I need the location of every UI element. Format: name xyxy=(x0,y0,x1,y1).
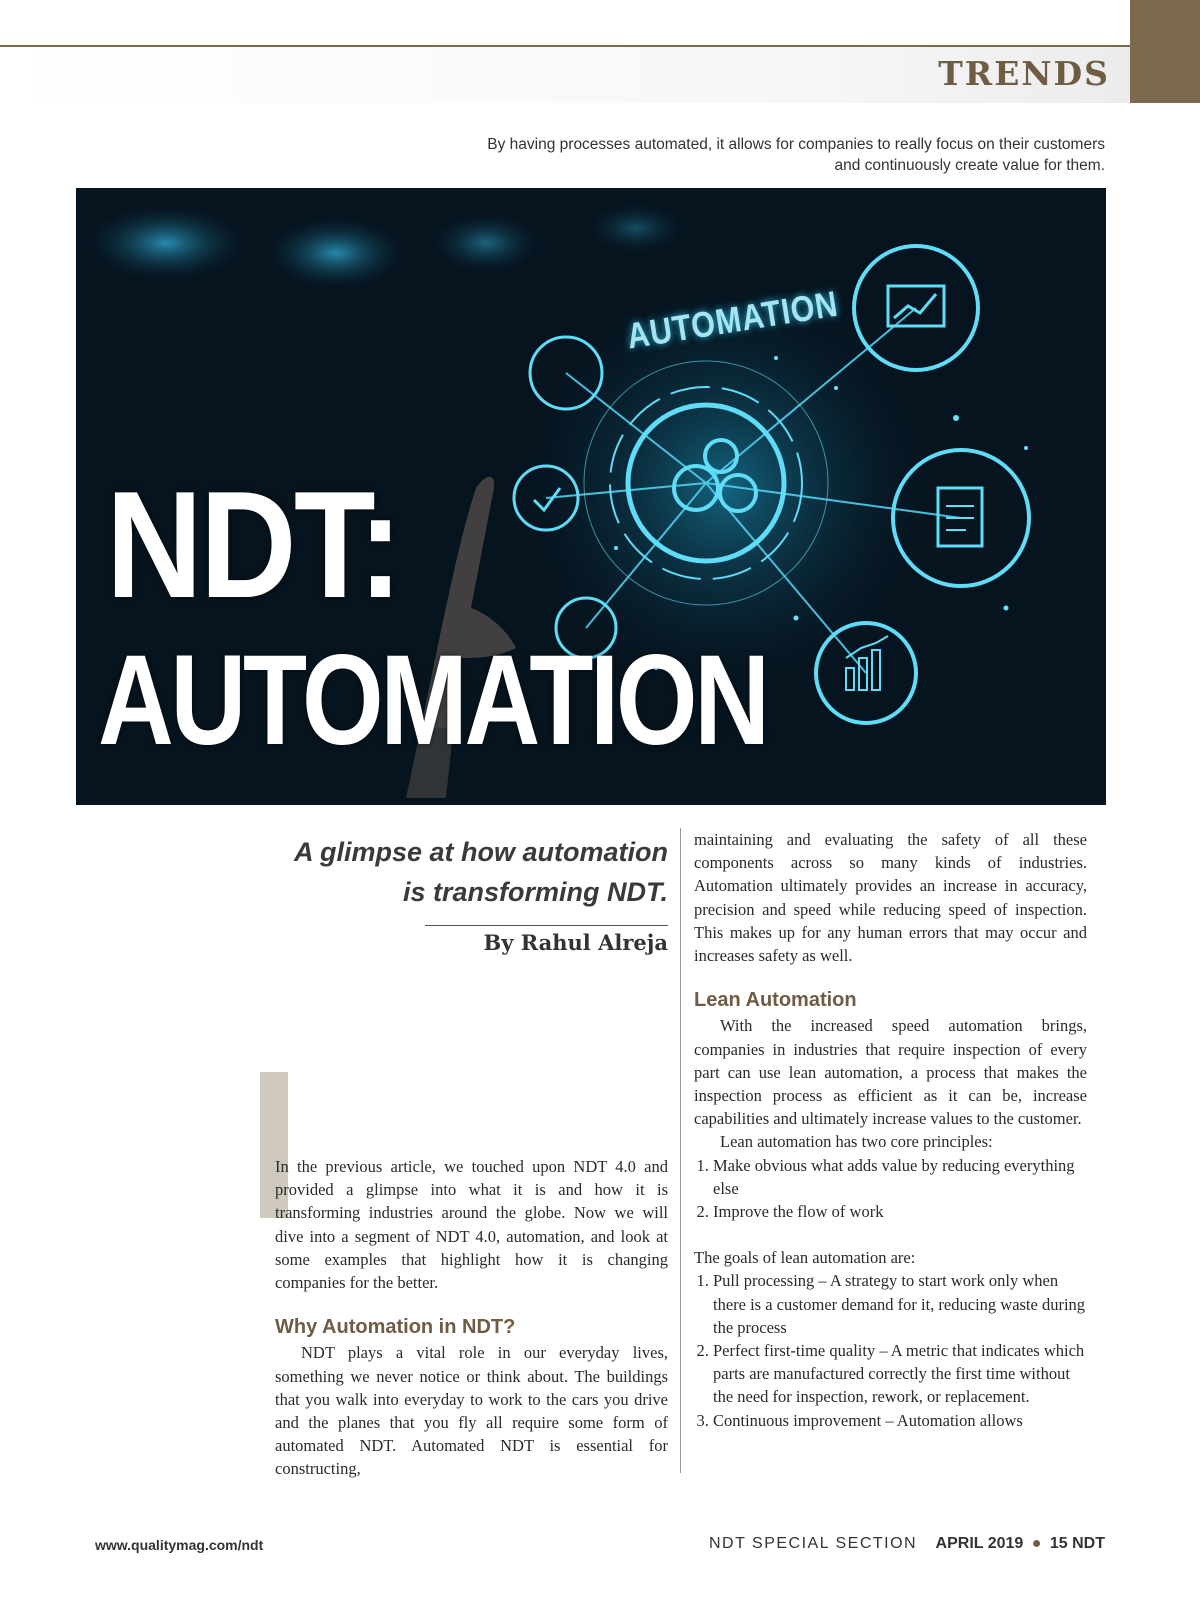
hero-image xyxy=(76,188,1106,805)
bullet-dot-icon: ● xyxy=(1031,1535,1042,1552)
header-rule xyxy=(0,45,1130,47)
list-item: 2. Improve the flow of work xyxy=(713,1200,1087,1223)
list-item: 3. Continuous improvement – Automation allows xyxy=(713,1409,1087,1432)
why-automation-paragraph: NDT plays a vital role in our everyday lives, something we never notice or think about. The buildings that you walk into everyday to work to the cars you drive and the planes that you fly all require some form of automated NDT. Automated NDT is essential for constructing, xyxy=(275,1343,668,1479)
list-item: 1. Pull processing – A strategy to start work only when there is a customer demand for it, reducing waste during the process xyxy=(713,1269,1087,1339)
deck-line1: A glimpse at how automation xyxy=(293,837,668,867)
lean-paragraph-2: Lean automation has two core principles: xyxy=(720,1132,993,1152)
footer-issue: APRIL 2019 xyxy=(935,1535,1024,1552)
article-column-1 xyxy=(275,1155,668,1481)
principles-list xyxy=(694,1154,1087,1224)
article-column-2 xyxy=(694,828,1087,1432)
footer-url: www.qualitymag.com/ndt xyxy=(95,1537,264,1553)
footer-page: 15 NDT xyxy=(1049,1535,1105,1552)
column-divider xyxy=(680,828,681,1473)
goals-intro: The goals of lean automation are: xyxy=(694,1248,916,1268)
intro-paragraph: In the previous article, we touched upon NDT 4.0 and provided a glimpse into what it is and how it is transforming industries around the globe. Now we will dive into a segment of NDT 4.0, automation, and look at some examples that highlight how it is changing companies for the better. xyxy=(275,1157,668,1293)
footer-folio xyxy=(709,1535,1105,1553)
hero-image-word: AUTOMATION xyxy=(624,282,841,357)
article-deck xyxy=(270,832,668,912)
hero-title-line1: NDT: xyxy=(106,460,401,630)
subhead-why-automation: Why Automation in NDT? xyxy=(275,1316,516,1339)
goals-list xyxy=(694,1269,1087,1431)
lean-paragraph-1: With the increased speed automation brings, companies in industries that require inspection of every part can use lean automation, a process that makes the inspection process as efficient as it can be, increase capabilities and ultimately increase values to the customer. xyxy=(694,1016,1087,1129)
list-item: 1. Make obvious what adds value by reducing everything else xyxy=(713,1154,1087,1200)
header-corner-block xyxy=(1130,0,1200,103)
deck-line2: is transforming NDT. xyxy=(402,877,668,907)
list-item: 2. Perfect first-time quality – A metric that indicates which parts are manufactured correctly the first time without the need for inspection, rework, or replacement. xyxy=(713,1339,1087,1409)
continued-paragraph: maintaining and evaluating the safety of all these components across so many kinds of industries. Automation ultimately provides an increase in accuracy, precision and speed while reducing speed of inspection. This makes up for any human errors that may occur and increases safety as well. xyxy=(694,830,1087,966)
footer-section: NDT SPECIAL SECTION xyxy=(709,1535,918,1552)
pullquote: By having processes automated, it allows for companies to really focus on their customers and continuously create value for them. xyxy=(487,136,1105,174)
section-label: TRENDS xyxy=(938,54,1110,93)
byline: By Rahul Alreja xyxy=(483,930,668,955)
subhead-lean-automation: Lean Automation xyxy=(694,989,857,1012)
hero-title-line2: AUTOMATION xyxy=(98,629,767,772)
byline-rule xyxy=(425,925,668,926)
